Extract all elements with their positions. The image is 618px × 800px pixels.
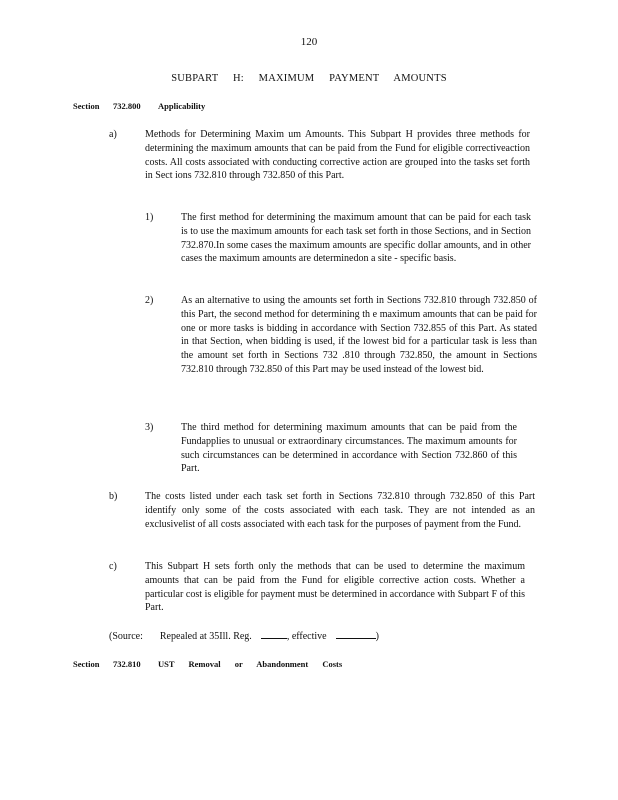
- register-blank: [261, 629, 287, 639]
- source-close: ): [375, 631, 379, 642]
- section-heading-732-800: [0, 100, 618, 114]
- item-a1-label: 1): [145, 212, 154, 223]
- section-title: UST Removal or Abandonment Costs: [158, 659, 343, 669]
- source-effective: , effective: [286, 631, 327, 642]
- item-b-label: b): [109, 491, 118, 502]
- item-a1-text: The first method for determining the maximum amount that can be paid for each task is to use the maximum amounts for each task set forth in those Sections, and in Section 732.870.In some cases the maximum amounts are specific dollar amounts, and in other cases the maximum amounts are determinedon a site - specific basis.: [181, 212, 531, 265]
- effective-date-blank: [336, 629, 376, 639]
- item-a-label: a): [109, 129, 117, 140]
- source-note: [109, 629, 379, 644]
- page-number: 120: [300, 36, 318, 48]
- subpart-title: SUBPART H: MAXIMUM PAYMENT AMOUNTS: [171, 73, 447, 84]
- section-title: Applicability: [158, 101, 206, 111]
- source-text: Repealed at 35Ill. Reg.: [159, 631, 252, 642]
- section-number: 732.810: [113, 659, 141, 669]
- section-label: Section: [73, 659, 100, 669]
- item-a3-label: 3): [145, 422, 154, 433]
- source-open: (Source:: [109, 631, 143, 642]
- item-c-label: c): [109, 561, 117, 572]
- item-c-text: This Subpart H sets forth only the methods that can be used to determine the maximum amounts that can be paid from the Fund for eligible corrective action costs. Whether a particular cost is eligible for payment must be determined in accordance with Subpart F of this Part.: [145, 561, 525, 614]
- item-a-text: Methods for Determining Maxim um Amounts. This Subpart H provides three methods for determining the maximum amounts that can be paid from the Fund for eligible correctiveaction costs. All costs associated with conducting corrective action are grouped into the tasks set forth in Sect ions 732.810 through 732.850 of this Part.: [145, 129, 530, 182]
- item-a3-text: The third method for determining maximum amounts that can be paid from the Fundapplies to unusual or extraordinary circumstances. The maximum amounts for such circumstances can be determined in accordance with Section 732.860 of this Part.: [181, 422, 517, 475]
- item-a2-label: 2): [145, 295, 154, 306]
- item-b-text: The costs listed under each task set forth in Sections 732.810 through 732.850 of this Part identify only some of the costs associated with each task. They are not intended as an exclusivelist of all costs associated with each task for the purposes of payment from the Fund.: [145, 491, 535, 530]
- item-a2-text: As an alternative to using the amounts set forth in Sections 732.810 through 732.850 of this Part, the second method for determining th e maximum amounts that can be paid for one or more tasks is bidding in accordance with Section 732.855 of this Part. As stated in that Section, when bidding is used, if the lowest bid for a particular task is less than the amount set forth in Sections 732 .810 through 732.850, the amount in Sections 732.810 through 732.850 of this Part may be used instead of the lowest bid.: [181, 295, 537, 375]
- section-heading-732-810: [0, 658, 618, 672]
- section-label: Section: [73, 101, 100, 111]
- section-number: 732.800: [113, 101, 141, 111]
